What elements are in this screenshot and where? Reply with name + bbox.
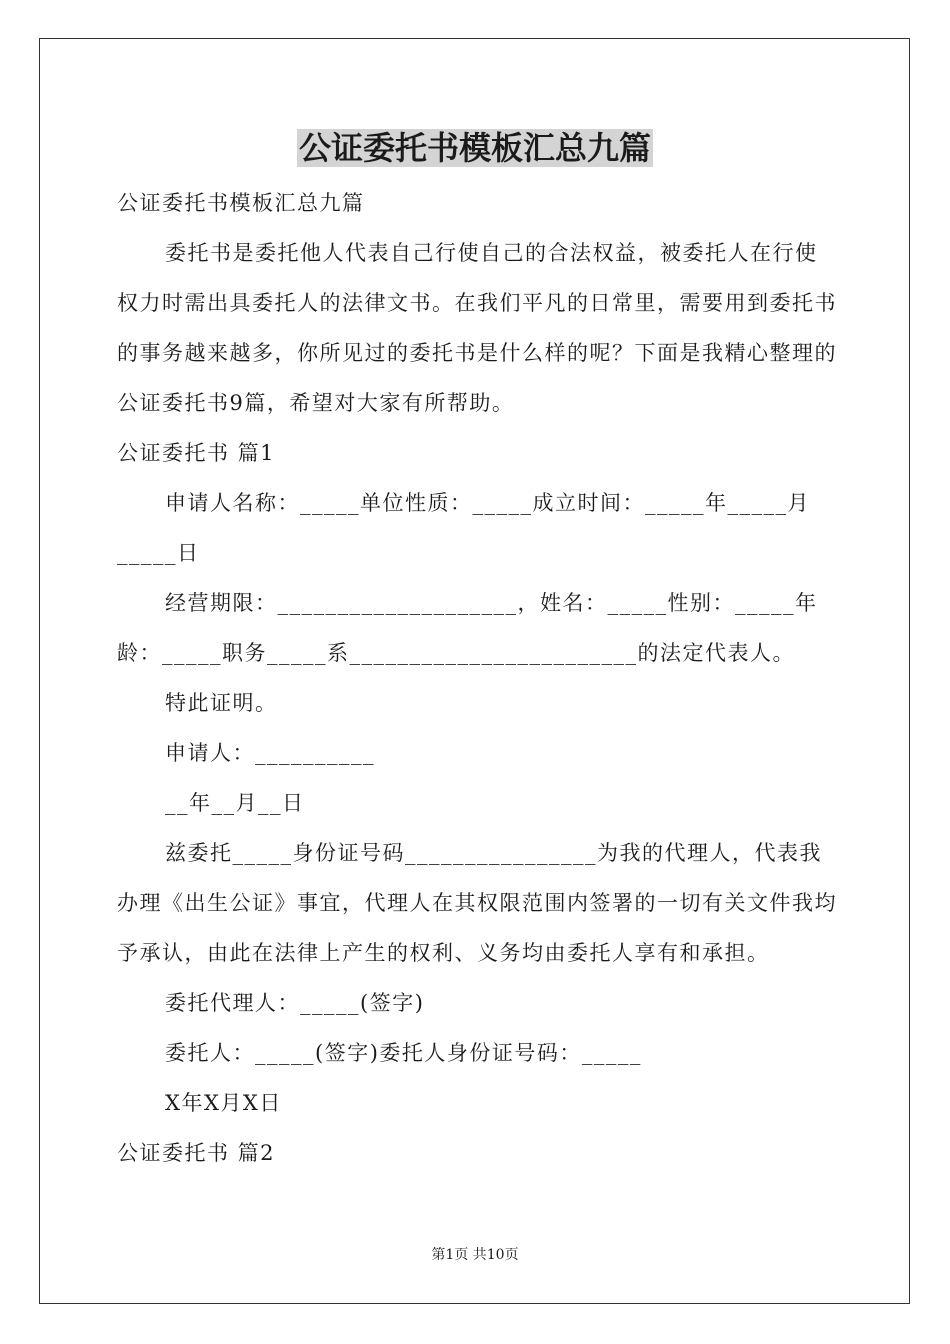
date-line: __年__月__日	[165, 791, 305, 815]
page-number-footer: 第1页 共10页	[431, 1247, 519, 1263]
applicant-info-line: 申请人名称：_____单位性质：_____成立时间：_____年_____月_____日	[117, 491, 810, 565]
section-heading-2: 公证委托书 篇2	[117, 1141, 276, 1165]
section-heading-1: 公证委托书 篇1	[117, 441, 276, 465]
document-title	[0, 126, 950, 170]
principal-signature-line: 委托人：_____(签字)委托人身份证号码：_____	[165, 1041, 642, 1065]
certification-line: 特此证明。	[165, 691, 278, 715]
document-body	[117, 178, 837, 1178]
agent-signature-line: 委托代理人：_____(签字)	[165, 991, 425, 1015]
document-title-text: 公证委托书模板汇总九篇	[298, 129, 651, 167]
entrust-paragraph: 兹委托_____身份证号码________________为我的代理人，代表我办理《出生公证》事宜，代理人在其权限范围内签署的一切有关文件我均予承认，由此在法律上产生的权利、义务均由委托人享有和承担。	[117, 841, 837, 965]
subtitle-line: 公证委托书模板汇总九篇	[117, 191, 365, 215]
applicant-signature-line: 申请人：__________	[165, 741, 375, 765]
signing-date-line: X年X月X日	[165, 1091, 282, 1115]
operating-period-line: 经营期限：____________________，姓名：_____性别：_____年龄：_____职务_____系________________________的法定代表人。	[117, 591, 818, 665]
intro-paragraph: 委托书是委托他人代表自己行使自己的合法权益，被委托人在行使权力时需出具委托人的法律文书。在我们平凡的日常里，需要用到委托书的事务越来越多，你所见过的委托书是什么样的呢？下面是我精心整理的公证委托书9篇，希望对大家有所帮助。	[117, 241, 837, 415]
